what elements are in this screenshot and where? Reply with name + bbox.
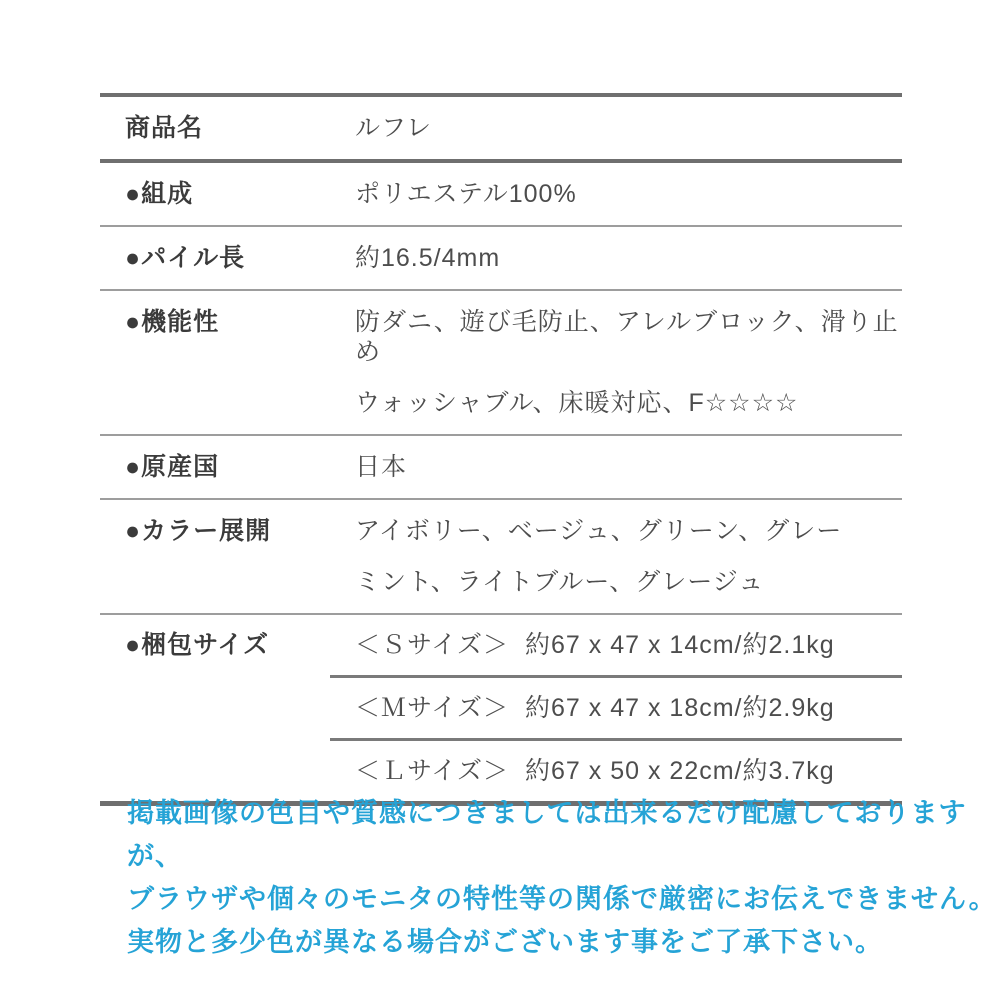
- row-value: [330, 307, 902, 418]
- size-spec: 約67 x 47 x 18cm/約2.9kg: [525, 694, 835, 722]
- table-row-product-name: [100, 97, 902, 163]
- disclaimer-line: 実物と多少色が異なる場合がございます事をご了承下さい。: [127, 927, 883, 957]
- row-value: 約16.5/4mm: [355, 244, 501, 272]
- row-value: 日本: [355, 453, 408, 481]
- disclaimer-line: ブラウザや個々のモニタの特性等の関係で厳密にお伝えできません。: [127, 884, 997, 914]
- product-spec-table: [100, 93, 902, 806]
- table-row-colors: [100, 500, 902, 615]
- row-label: ●梱包サイズ: [125, 631, 270, 659]
- size-spec: 約67 x 47 x 14cm/約2.1kg: [525, 631, 835, 659]
- size-row-s: [330, 615, 902, 675]
- size-name: ＜Ｌサイズ＞: [355, 757, 510, 785]
- table-row-pile-length: [100, 227, 902, 291]
- row-label: ●原産国: [125, 453, 220, 481]
- row-label: ●カラー展開: [125, 517, 272, 545]
- package-size-list: [330, 615, 902, 801]
- row-value: [330, 516, 902, 597]
- table-row-origin: [100, 436, 902, 500]
- row-label: ●組成: [125, 180, 194, 208]
- row-label: ●パイル長: [125, 244, 246, 272]
- disclaimer-line: 掲載画像の色目や質感につきましては出来るだけ配慮しておりますが、: [127, 798, 967, 871]
- size-row-m: [330, 675, 902, 738]
- color-disclaimer: [127, 792, 1000, 964]
- value-line: アイボリー、ベージュ、グリーン、グレー: [355, 517, 843, 545]
- row-value: ポリエステル100%: [355, 180, 577, 208]
- value-line: ミント、ライトブルー、グレージュ: [355, 568, 765, 596]
- row-value: ルフレ: [355, 114, 433, 142]
- size-name: ＜Ｓサイズ＞: [355, 631, 510, 659]
- value-line: 防ダニ、遊び毛防止、アレルブロック、滑り止め: [355, 308, 899, 366]
- row-label: ●機能性: [125, 308, 220, 336]
- row-label: 商品名: [125, 114, 204, 142]
- size-name: ＜Ｍサイズ＞: [355, 694, 510, 722]
- table-row-package-size: [100, 615, 902, 806]
- size-spec: 約67 x 50 x 22cm/約3.7kg: [525, 757, 835, 785]
- table-row-composition: [100, 163, 902, 227]
- value-line: ウォッシャブル、床暖対応、F☆☆☆☆: [355, 389, 799, 417]
- table-row-functions: [100, 291, 902, 436]
